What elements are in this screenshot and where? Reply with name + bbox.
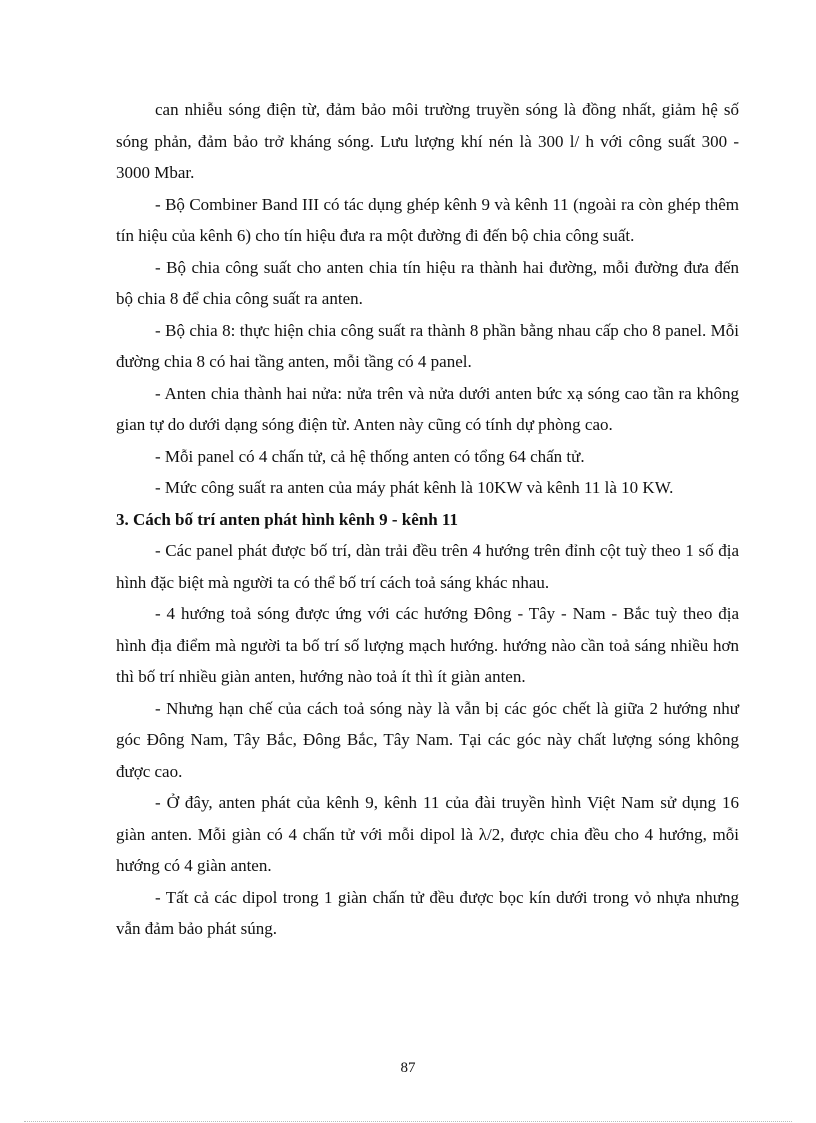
bullet-paragraph: - 4 hướng toả sóng được ứng với các hướng Đông - Tây - Nam - Bắc tuỳ theo địa hình địa điểm mà người ta bố trí số lượng mạch hướng. hướng nào cần toả sáng nhiều hơn thì bố trí nhiều giàn anten, hướng nào toả ít thì ít giàn anten. <box>116 604 739 686</box>
bullet-paragraph: - Bộ chia 8: thực hiện chia công suất ra thành 8 phần bằng nhau cấp cho 8 panel. Mỗi đường chia 8 có hai tầng anten, mỗi tầng có 4 panel. <box>116 320 739 371</box>
bullet-paragraph: - Bộ chia công suất cho anten chia tín hiệu ra thành hai đường, mỗi đường đưa đến bộ chia 8 để chia công suất ra anten. <box>116 257 739 308</box>
bullet-paragraph: - Các panel phát được bố trí, dàn trải đều trên 4 hướng trên đỉnh cột tuỳ theo 1 số địa hình đặc biệt mà người ta có thể bố trí cách toả sáng khác nhau. <box>116 541 739 592</box>
page-number: 87 <box>400 1060 416 1076</box>
bullet-paragraph: - Anten chia thành hai nửa: nửa trên và nửa dưới anten bức xạ sóng cao tần ra không gian tự do dưới dạng sóng điện từ. Anten này cũng có tính dự phòng cao. <box>116 383 739 434</box>
lead-paragraph: can nhiễu sóng điện từ, đảm bảo môi trường truyền sóng là đồng nhất, giảm hệ số sóng phản, đảm bảo trở kháng sóng. Lưu lượng khí nén là 300 l/ h với công suất 300 - 3000 Mbar. <box>116 100 739 182</box>
bullet-paragraph: - Mỗi panel có 4 chấn tử, cả hệ thống anten có tổng 64 chấn tử. <box>155 446 585 466</box>
section-heading: 3. Cách bố trí anten phát hình kênh 9 - kênh 11 <box>116 509 458 529</box>
bullet-paragraph: - Mức công suất ra anten của máy phát kênh là 10KW và kênh 11 là 10 KW. <box>155 478 674 497</box>
bullet-paragraph: - Nhưng hạn chế của cách toả sóng này là vẫn bị các góc chết là giữa 2 hướng như góc Đông Nam, Tây Bắc, Đông Bắc, Tây Nam. Tại các góc này chất lượng sóng không được cao. <box>116 698 739 781</box>
page-body <box>116 94 739 945</box>
page-bottom-divider <box>24 1121 792 1122</box>
bullet-paragraph: - Ở đây, anten phát của kênh 9, kênh 11 của đài truyền hình Việt Nam sử dụng 16 giàn anten. Mỗi giàn có 4 chấn tử với mỗi dipol là λ/2, được chia đều cho 4 hướng, mỗi hướng có 4 giàn anten. <box>116 793 739 875</box>
bullet-paragraph: - Bộ Combiner Band III có tác dụng ghép kênh 9 và kênh 11 (ngoài ra còn ghép thêm tín hiệu của kênh 6) cho tín hiệu đưa ra một đường đi đến bộ chia công suất. <box>116 194 739 245</box>
bullet-paragraph: - Tất cả các dipol trong 1 giàn chấn tử đều được bọc kín dưới trong vỏ nhựa nhưng vẫn đảm bảo phát súng. <box>116 887 739 938</box>
